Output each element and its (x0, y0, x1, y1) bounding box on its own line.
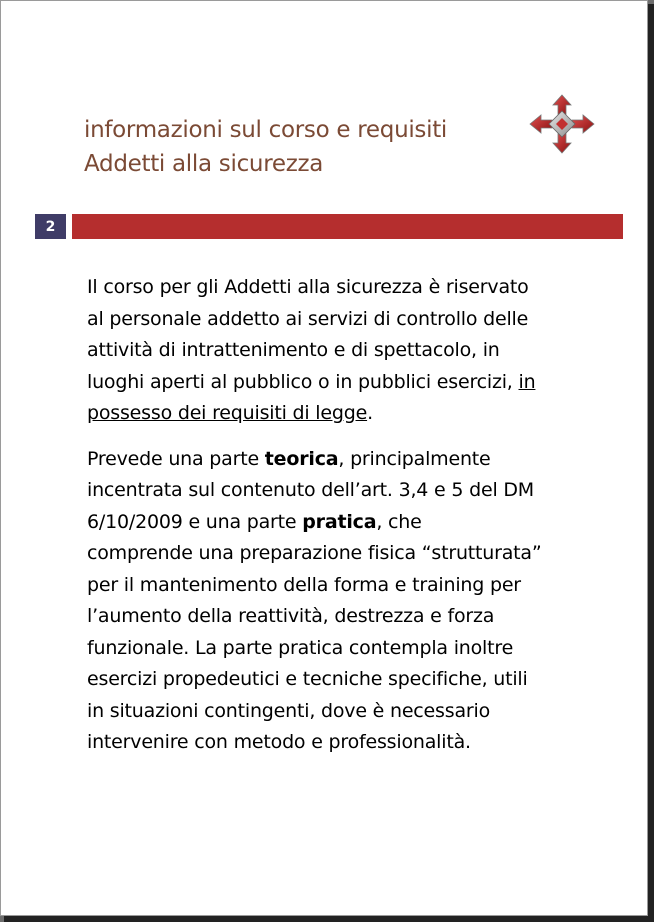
text-line (87, 367, 597, 399)
text-line: funzionale. La parte pratica contempla inoltre (87, 636, 514, 659)
underlined-text: in (518, 370, 536, 393)
paragraph-1 (87, 272, 597, 430)
text-line (87, 398, 597, 430)
text-segment: . (367, 402, 373, 424)
text-line: per il mantenimento della forma e training per (87, 573, 521, 596)
paragraph-2 (87, 444, 597, 759)
body-text (87, 272, 597, 759)
page-shadow-bottom (4, 916, 654, 922)
text-line: comprende una preparazione fisica “strutturata” (87, 542, 542, 564)
text-line: al personale addetto ai servizi di controllo delle (87, 307, 529, 330)
text-line: l’aumento della reattività, destrezza e forza (87, 605, 495, 627)
text-line (87, 507, 597, 539)
text-segment: Prevede una parte (87, 447, 265, 470)
text-line: incentrata sul contenuto dell’art. 3,4 e 5 del DM (87, 479, 534, 501)
text-segment: , che (376, 510, 422, 533)
text-line: intervenire con metodo e professionalità. (87, 731, 471, 753)
text-segment: 6/10/2009 e una parte (87, 510, 303, 533)
text-segment: , principalmente (338, 447, 491, 470)
header-divider-bar (72, 214, 623, 239)
bold-text: teorica (264, 447, 339, 470)
text-line: Il corso per gli Addetti alla sicurezza è riservato (87, 276, 529, 298)
text-line: attività di intrattenimento e di spettacolo, in (87, 339, 500, 361)
underlined-text: possesso dei requisiti di legge (87, 402, 368, 424)
text-line: in situazioni contingenti, dove è necessario (87, 699, 491, 722)
page-number-badge: 2 (35, 214, 66, 239)
page-shadow-right (648, 4, 654, 922)
title-line-2: Addetti alla sicurezza (84, 151, 324, 177)
page-title (84, 113, 447, 181)
text-line: esercizi propedeutici e tecniche specifiche, utili (87, 668, 528, 690)
title-line-1: informazioni sul corso e requisiti (84, 117, 448, 143)
four-arrows-cross-icon (527, 93, 597, 155)
bold-text: pratica (302, 510, 377, 533)
text-line (87, 444, 597, 476)
text-segment: luoghi aperti al pubblico o in pubblici esercizi, (87, 370, 519, 393)
